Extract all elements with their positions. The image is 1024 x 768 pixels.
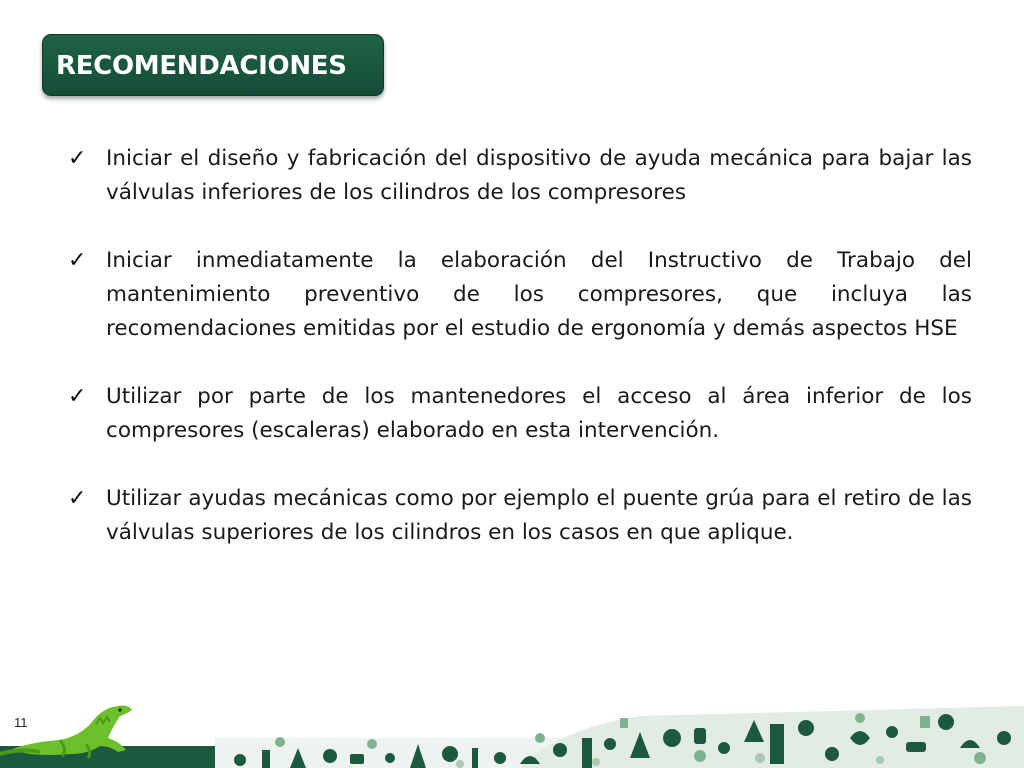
slide-title: RECOMENDACIONES (42, 34, 384, 96)
checkmark-icon: ✓ (68, 248, 87, 273)
list-item-text: Iniciar inmediatamente la elaboración del Instructivo de Trabajo del mantenimiento preventivo de los compresores, que incluya las recomendaciones emitidas por el estudio de ergonomía y demás aspectos HSE (106, 248, 972, 341)
decorative-icon-strip (215, 706, 1024, 768)
page-number: 11 (14, 715, 28, 730)
list-item (64, 244, 972, 346)
recommendations-list (64, 142, 972, 584)
list-item (64, 482, 972, 550)
checkmark-icon: ✓ (68, 486, 87, 511)
checkmark-icon: ✓ (68, 384, 87, 409)
list-item (64, 142, 972, 210)
list-item (64, 380, 972, 448)
list-item-text: Utilizar por parte de los mantenedores el acceso al área inferior de los compresores (escaleras) elaborado en esta intervención. (106, 384, 972, 443)
footer-banner (0, 698, 1024, 768)
list-item-text: Utilizar ayudas mecánicas como por ejemplo el puente grúa para el retiro de las válvulas superiores de los cilindros en los casos en que aplique. (106, 486, 972, 545)
checkmark-icon: ✓ (68, 146, 87, 171)
list-item-text: Iniciar el diseño y fabricación del dispositivo de ayuda mecánica para bajar las válvulas inferiores de los cilindros de los compresores (106, 146, 972, 205)
